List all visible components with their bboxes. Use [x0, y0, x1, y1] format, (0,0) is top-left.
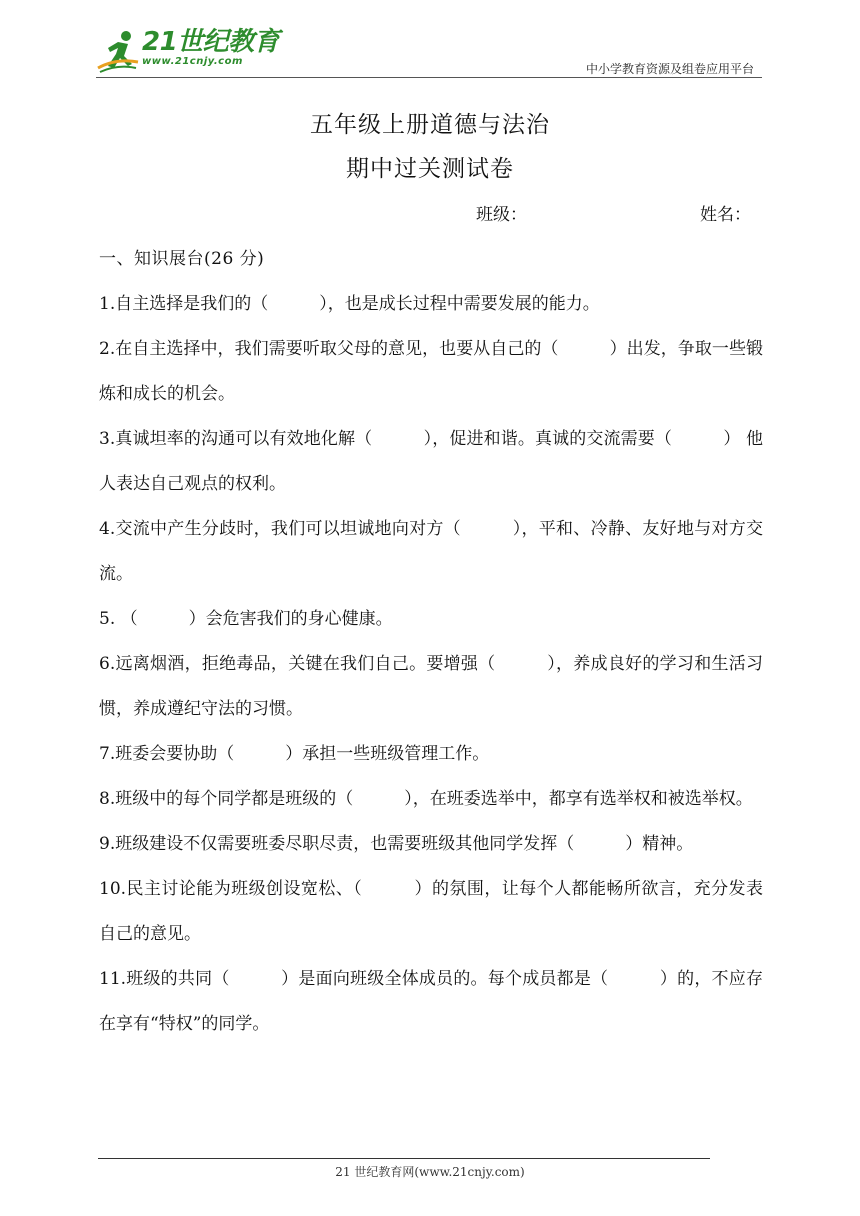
page-header [96, 28, 762, 80]
question-4: 4.交流中产生分歧时，我们可以坦诚地向对方（ ），平和、冷静、友好地与对方交流。 [99, 519, 763, 584]
logo [96, 28, 279, 74]
question-6: 6.远离烟酒，拒绝毒品，关键在我们自己。要增强（ ），养成良好的学习和生活习惯，养成遵纪守法的习惯。 [99, 654, 763, 719]
question-7: 7.班委会要协助（ ）承担一些班级管理工作。 [99, 744, 490, 764]
header-divider [96, 77, 762, 78]
platform-tagline: 中小学教育资源及组卷应用平台 [585, 62, 754, 76]
question-9: 9.班级建设不仅需要班委尽职尽责，也需要班级其他同学发挥（ ）精神。 [99, 834, 694, 854]
class-label: 班级： [476, 205, 527, 225]
page-footer: 21 世纪教育网(www.21cnjy.com) [335, 1165, 525, 1179]
question-11: 11.班级的共同（ ）是面向班级全体成员的。每个成员都是（ ）的，不应存在享有“特权”的同学。 [99, 969, 763, 1034]
question-1: 1.自主选择是我们的（ ），也是成长过程中需要发展的能力。 [99, 294, 600, 314]
name-label: 姓名： [700, 205, 751, 225]
question-2: 2.在自主选择中，我们需要听取父母的意见，也要从自己的（ ）出发，争取一些锻炼和成长的机会。 [99, 339, 763, 404]
question-8: 8.班级中的每个同学都是班级的（ ），在班委选举中，都享有选举权和被选举权。 [99, 789, 753, 809]
question-5: 5. （ ）会危害我们的身心健康。 [99, 609, 393, 629]
section-heading: 一、知识展台(26 分) [99, 249, 265, 269]
logo-wordmark: 21世纪教育 [142, 27, 280, 57]
exam-title: 五年级上册道德与法治 [310, 112, 550, 138]
question-3: 3.真诚坦率的沟通可以有效地化解（ ），促进和谐。真诚的交流需要（ ） 他人表达自己观点的权利。 [99, 429, 763, 494]
footer-divider [98, 1158, 710, 1159]
question-10: 10.民主讨论能为班级创设宽松、（ ）的氛围，让每个人都能畅所欲言，充分发表自己的意见。 [99, 879, 763, 944]
running-figure-logo-icon [96, 28, 140, 74]
exam-body [99, 237, 763, 1047]
logo-url: www.21cnjy.com [142, 56, 243, 67]
exam-subtitle: 期中过关测试卷 [346, 156, 514, 182]
